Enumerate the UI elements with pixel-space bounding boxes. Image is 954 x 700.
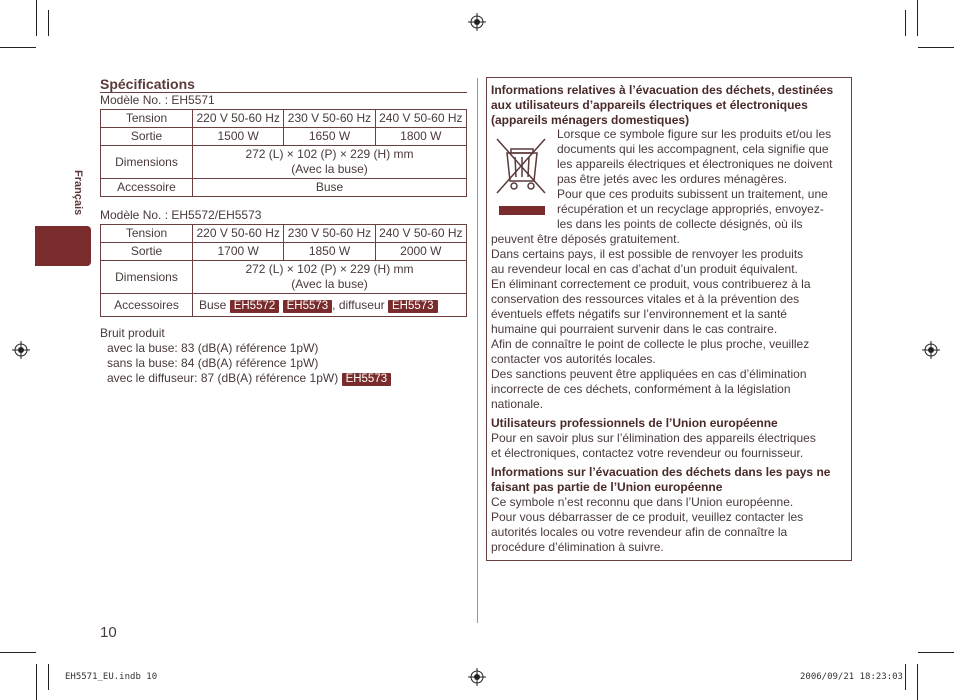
crossed-out-bin-icon — [493, 135, 549, 217]
text-line: Afin de connaître le point de collecte le plus proche, veuillez — [491, 337, 810, 351]
dimensions-value: 272 (L) × 102 (P) × 229 (H) mm — [245, 147, 414, 161]
table-cell: 240 V 50-60 Hz — [375, 225, 466, 243]
table-row — [101, 179, 467, 197]
text-line: nationale. — [491, 397, 544, 411]
crop-mark — [48, 664, 49, 690]
language-tab-marker — [35, 226, 91, 266]
column-divider — [477, 78, 478, 623]
row-label: Tension — [101, 110, 193, 128]
registration-mark-icon — [468, 13, 486, 31]
table-row — [101, 128, 467, 146]
model-tag: EH5573 — [283, 300, 333, 313]
noise-line: sans la buse: 84 (dB(A) référence 1pW) — [107, 356, 319, 370]
page-number: 10 — [100, 624, 117, 641]
text-line: Dans certains pays, il est possible de renvoyer les produits — [491, 247, 804, 261]
text-line: procédure d’élimination à suivre. — [491, 540, 664, 554]
text-line: éventuels effets négatifs sur l’environnement et la santé — [491, 307, 787, 321]
crop-mark — [918, 47, 954, 48]
table-cell: Buse — [193, 179, 467, 197]
dimensions-value: 272 (L) × 102 (P) × 229 (H) mm — [245, 262, 414, 276]
table-cell: 1650 W — [284, 128, 375, 146]
table-cell: 1850 W — [284, 243, 375, 261]
accessory-buse: Buse — [199, 297, 227, 312]
text-line: documents qui les accompagnent, cela signifie que — [557, 142, 829, 156]
row-label: Accessoire — [101, 179, 193, 197]
text-line: autorités locales ou votre revendeur afin de connaître la — [491, 525, 788, 539]
text-line: Ce symbole n’est reconnu que dans l’Union européenne. — [491, 495, 794, 509]
table-row — [101, 110, 467, 128]
pro-users-section — [491, 416, 849, 461]
table-cell: 230 V 50-60 Hz — [284, 110, 375, 128]
row-label: Dimensions — [101, 146, 193, 179]
noise-line-text: avec le diffuseur: 87 (dB(A) référence 1pW) — [107, 371, 339, 385]
dimensions-note: (Avec la buse) — [291, 162, 368, 176]
model-label-2: Modèle No. : EH5572/EH5573 — [100, 208, 262, 222]
model-tag: EH5572 — [230, 300, 280, 313]
model-tag: EH5573 — [388, 300, 438, 313]
crop-mark — [0, 47, 36, 48]
dimensions-note: (Avec la buse) — [291, 277, 368, 291]
registration-mark-icon — [922, 341, 940, 359]
non-eu-section — [491, 465, 849, 555]
text-line: contacter vos autorités locales. — [491, 352, 656, 366]
disposal-heading: Informations relatives à l’évacuation des déchets, destinées aux utilisateurs d’appareils électriques et électroniques (appareils ménagers domestiques) — [491, 83, 834, 127]
model-tag: EH5573 — [342, 373, 392, 386]
table-row — [101, 243, 467, 261]
table-cell: 1500 W — [193, 128, 284, 146]
table-cell: 220 V 50-60 Hz — [193, 110, 284, 128]
row-label: Sortie — [101, 128, 193, 146]
row-label: Sortie — [101, 243, 193, 261]
text-line: conservation des ressources vitales et à la prévention des — [491, 292, 800, 306]
text-line: humaine qui pourraient survenir dans le cas contraire. — [491, 322, 778, 336]
non-eu-heading: Informations sur l’évacuation des déchets dans les pays ne faisant pas partie de l’Union européenne — [491, 465, 831, 494]
crop-mark — [917, 0, 918, 36]
text-line: au revendeur local en cas d’achat d’un produit équivalent. — [491, 262, 798, 276]
language-label: Français — [72, 170, 84, 216]
registration-mark-icon — [468, 668, 486, 686]
text-line: Des sanctions peuvent être appliquées en cas d’élimination — [491, 367, 807, 381]
table-row — [101, 225, 467, 243]
noise-line: avec la buse: 83 (dB(A) référence 1pW) — [107, 341, 319, 355]
disposal-body — [491, 232, 849, 412]
table-cell: 240 V 50-60 Hz — [375, 110, 466, 128]
crop-mark — [917, 664, 918, 700]
text-line: En éliminant correctement ce produit, vous contribuerez à la — [491, 277, 811, 291]
row-label: Accessoires — [101, 294, 193, 317]
registration-mark-icon — [12, 341, 30, 359]
table-cell: 230 V 50-60 Hz — [284, 225, 375, 243]
pro-users-heading: Utilisateurs professionnels de l’Union européenne — [491, 416, 778, 430]
table-cell — [193, 146, 467, 179]
table-row — [101, 146, 467, 179]
crop-mark — [36, 0, 37, 36]
icon-paragraph — [557, 127, 849, 232]
footer-file-info: EH5571_EU.indb 10 — [65, 672, 158, 682]
text-line: Pour vous débarrasser de ce produit, veuillez contacter les — [491, 510, 804, 524]
spec-title: Spécifications — [100, 76, 195, 92]
model-label-1: Modèle No. : EH5571 — [100, 93, 215, 107]
crop-mark — [48, 10, 49, 36]
text-line: Pour en savoir plus sur l’élimination des appareils électriques — [491, 431, 816, 445]
table-cell: 2000 W — [375, 243, 466, 261]
spec-table-2 — [100, 224, 467, 317]
accessories-cell — [193, 294, 467, 317]
crop-mark — [905, 664, 906, 690]
text-line: pas être jetés avec les ordures ménagères. — [557, 172, 788, 186]
noise-title: Bruit produit — [100, 326, 165, 340]
accessory-diffuseur: , diffuseur — [332, 297, 385, 312]
table-row — [101, 261, 467, 294]
table-row — [101, 294, 467, 317]
text-line: et électroniques, contactez votre revendeur ou fournisseur. — [491, 446, 804, 460]
text-line: les appareils électriques et électroniques ne doivent — [557, 157, 833, 171]
noise-line — [100, 371, 391, 386]
text-line: les dans les points de collecte désignés, où ils — [557, 217, 803, 231]
text-line: peuvent être déposés gratuitement. — [491, 232, 680, 246]
text-line: Pour que ces produits subissent un traitement, une — [557, 187, 828, 201]
table-cell: 1700 W — [193, 243, 284, 261]
row-label: Tension — [101, 225, 193, 243]
table-cell: 220 V 50-60 Hz — [193, 225, 284, 243]
crop-mark — [918, 652, 954, 653]
spec-table-1 — [100, 109, 467, 197]
text-line: récupération et un recyclage appropriés, envoyez- — [557, 202, 824, 216]
text-line: incorrecte de ces déchets, conformément à la législation — [491, 382, 791, 396]
row-label: Dimensions — [101, 261, 193, 294]
text-line: Lorsque ce symbole figure sur les produits et/ou les — [557, 127, 832, 141]
footer-timestamp: 2006/09/21 18:23:03 — [800, 672, 903, 682]
table-cell — [193, 261, 467, 294]
noise-section — [100, 326, 391, 386]
crop-mark — [36, 664, 37, 700]
table-cell: 1800 W — [375, 128, 466, 146]
crop-mark — [905, 10, 906, 36]
crop-mark — [0, 652, 36, 653]
